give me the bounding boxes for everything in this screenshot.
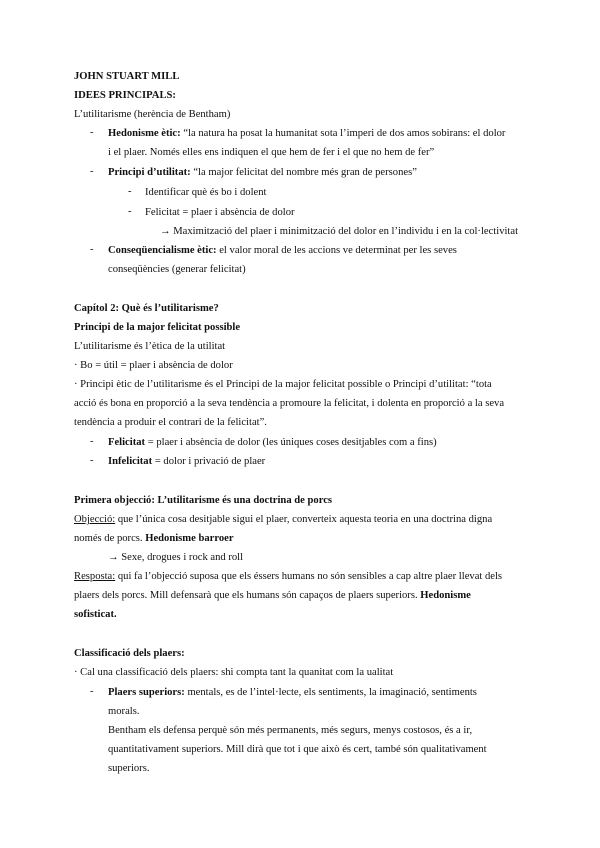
sub-bullet-dash: - (128, 206, 132, 217)
item-text: = plaer i absència de dolor (les úniques coses desitjables com a fins) (145, 437, 437, 448)
objection-text: només de porcs. (74, 533, 146, 544)
objection-arrow: → Sexe, drogues i rock and roll (108, 552, 244, 563)
bullet-dash: - (90, 166, 94, 177)
chapter-line: · Bo = útil = plaer i absència de dolor (74, 360, 233, 371)
author-heading: JOHN STUART MILL (74, 71, 180, 82)
chapter-paragraph: acció és bona en proporció a la seva tendència a promoure la felicitat, i dolenta en proporció a la seva (74, 398, 505, 409)
item-term: Infelicitat (108, 456, 153, 467)
principle-consequentialism-cont: conseqüències (generar felicitat) (108, 264, 246, 275)
response-term-cont: sofisticat. (74, 609, 117, 620)
objection-line (74, 532, 234, 546)
bullet-dash: - (90, 436, 94, 447)
classification-paragraph: Bentham els defensa perquè són més permanents, més segurs, menys costosos, és a ir, (108, 725, 473, 736)
principle-hedonism-cont: i el plaer. Només elles ens indiquen el que hem de fer i el que no hem de fer” (108, 147, 435, 158)
principle-term: Principi d’utilitat: (108, 167, 191, 178)
sub-item: Felicitat = plaer i absència de dolor (145, 207, 295, 218)
chapter-subtitle: Principi de la major felicitat possible (74, 322, 241, 333)
objection-label: Objecció: (74, 514, 116, 525)
item-term: Felicitat (108, 437, 146, 448)
response-text: qui fa l’objecció suposa que els éssers humans no són sensibles a cap altre plaer llevat dels (115, 571, 503, 582)
chapter-paragraph: tendència a produir el contrari de la felicitat”. (74, 417, 267, 428)
classification-paragraph: superiors. (108, 763, 150, 774)
response-line (74, 570, 528, 584)
chapter-item (108, 455, 265, 469)
response-text: plaers dels porcs. Mill defensarà que els humans són capaços de plaers superiors. (74, 590, 421, 601)
response-term: Hedonisme (420, 590, 471, 601)
response-line (74, 589, 528, 603)
classification-line: · Cal una classificació dels plaers: shi compta tant la quanitat com la ualitat (74, 667, 394, 678)
intro-line: L’utilitarisme (herència de Bentham) (74, 109, 231, 120)
bullet-dash: - (90, 127, 94, 138)
response-label: Resposta: (74, 571, 116, 582)
principle-term: Conseqüencialisme ètic: (108, 245, 217, 256)
sub-bullet-dash: - (128, 186, 132, 197)
chapter-title: Capítol 2: Què és l’utilitarisme? (74, 303, 219, 314)
classification-paragraph: quantitativament superiors. Mill dirà que tot i que això és cert, també són qualitativament (108, 744, 487, 755)
principle-text: “la major felicitat del nombre més gran de persones” (190, 167, 417, 178)
chapter-paragraph: · Principi ètic de l’utilitarisme és el Principi de la major felicitat possible o Principi d’utilitat: “tota (74, 379, 492, 390)
sub-item: Identificar què és bo i dolent (145, 187, 267, 198)
bullet-dash: - (90, 455, 94, 466)
principle-term: Hedonisme ètic: (108, 128, 181, 139)
item-text: mentals, es de l’intel·lecte, els sentiments, la imaginació, sentiments (184, 687, 477, 698)
objection-title: Primera objecció: L’utilitarisme és una doctrina de porcs (74, 495, 333, 506)
arrow-item: → Maximització del plaer i minimització del dolor en l’individu i en la col·lectivitat (160, 226, 519, 237)
section-heading: IDEES PRINCIPALS: (74, 90, 176, 101)
objection-term: Hedonisme barroer (145, 533, 234, 544)
chapter-item (108, 436, 437, 450)
principle-hedonism (108, 127, 505, 141)
objection-line (74, 513, 528, 527)
classification-item-cont: morals. (108, 706, 140, 717)
principle-text: el valor moral de les accions ve determinat per les seves (216, 245, 457, 256)
bullet-dash: - (90, 686, 94, 697)
bullet-dash: - (90, 244, 94, 255)
principle-consequentialism (108, 244, 528, 258)
principle-text: “la natura ha posat la humanitat sota l’imperi de dos amos sobirans: el dolor (180, 128, 506, 139)
chapter-line: L’utilitarisme és l’ètica de la utilitat (74, 341, 226, 352)
classification-title: Classificació dels plaers: (74, 648, 185, 659)
item-text: = dolor i privació de plaer (152, 456, 266, 467)
classification-item (108, 686, 528, 700)
item-term: Plaers superiors: (108, 687, 185, 698)
objection-text: que l’única cosa desitjable sigui el plaer, converteix aquesta teoria en una doctrina digna (115, 514, 493, 525)
principle-utility (108, 166, 417, 180)
